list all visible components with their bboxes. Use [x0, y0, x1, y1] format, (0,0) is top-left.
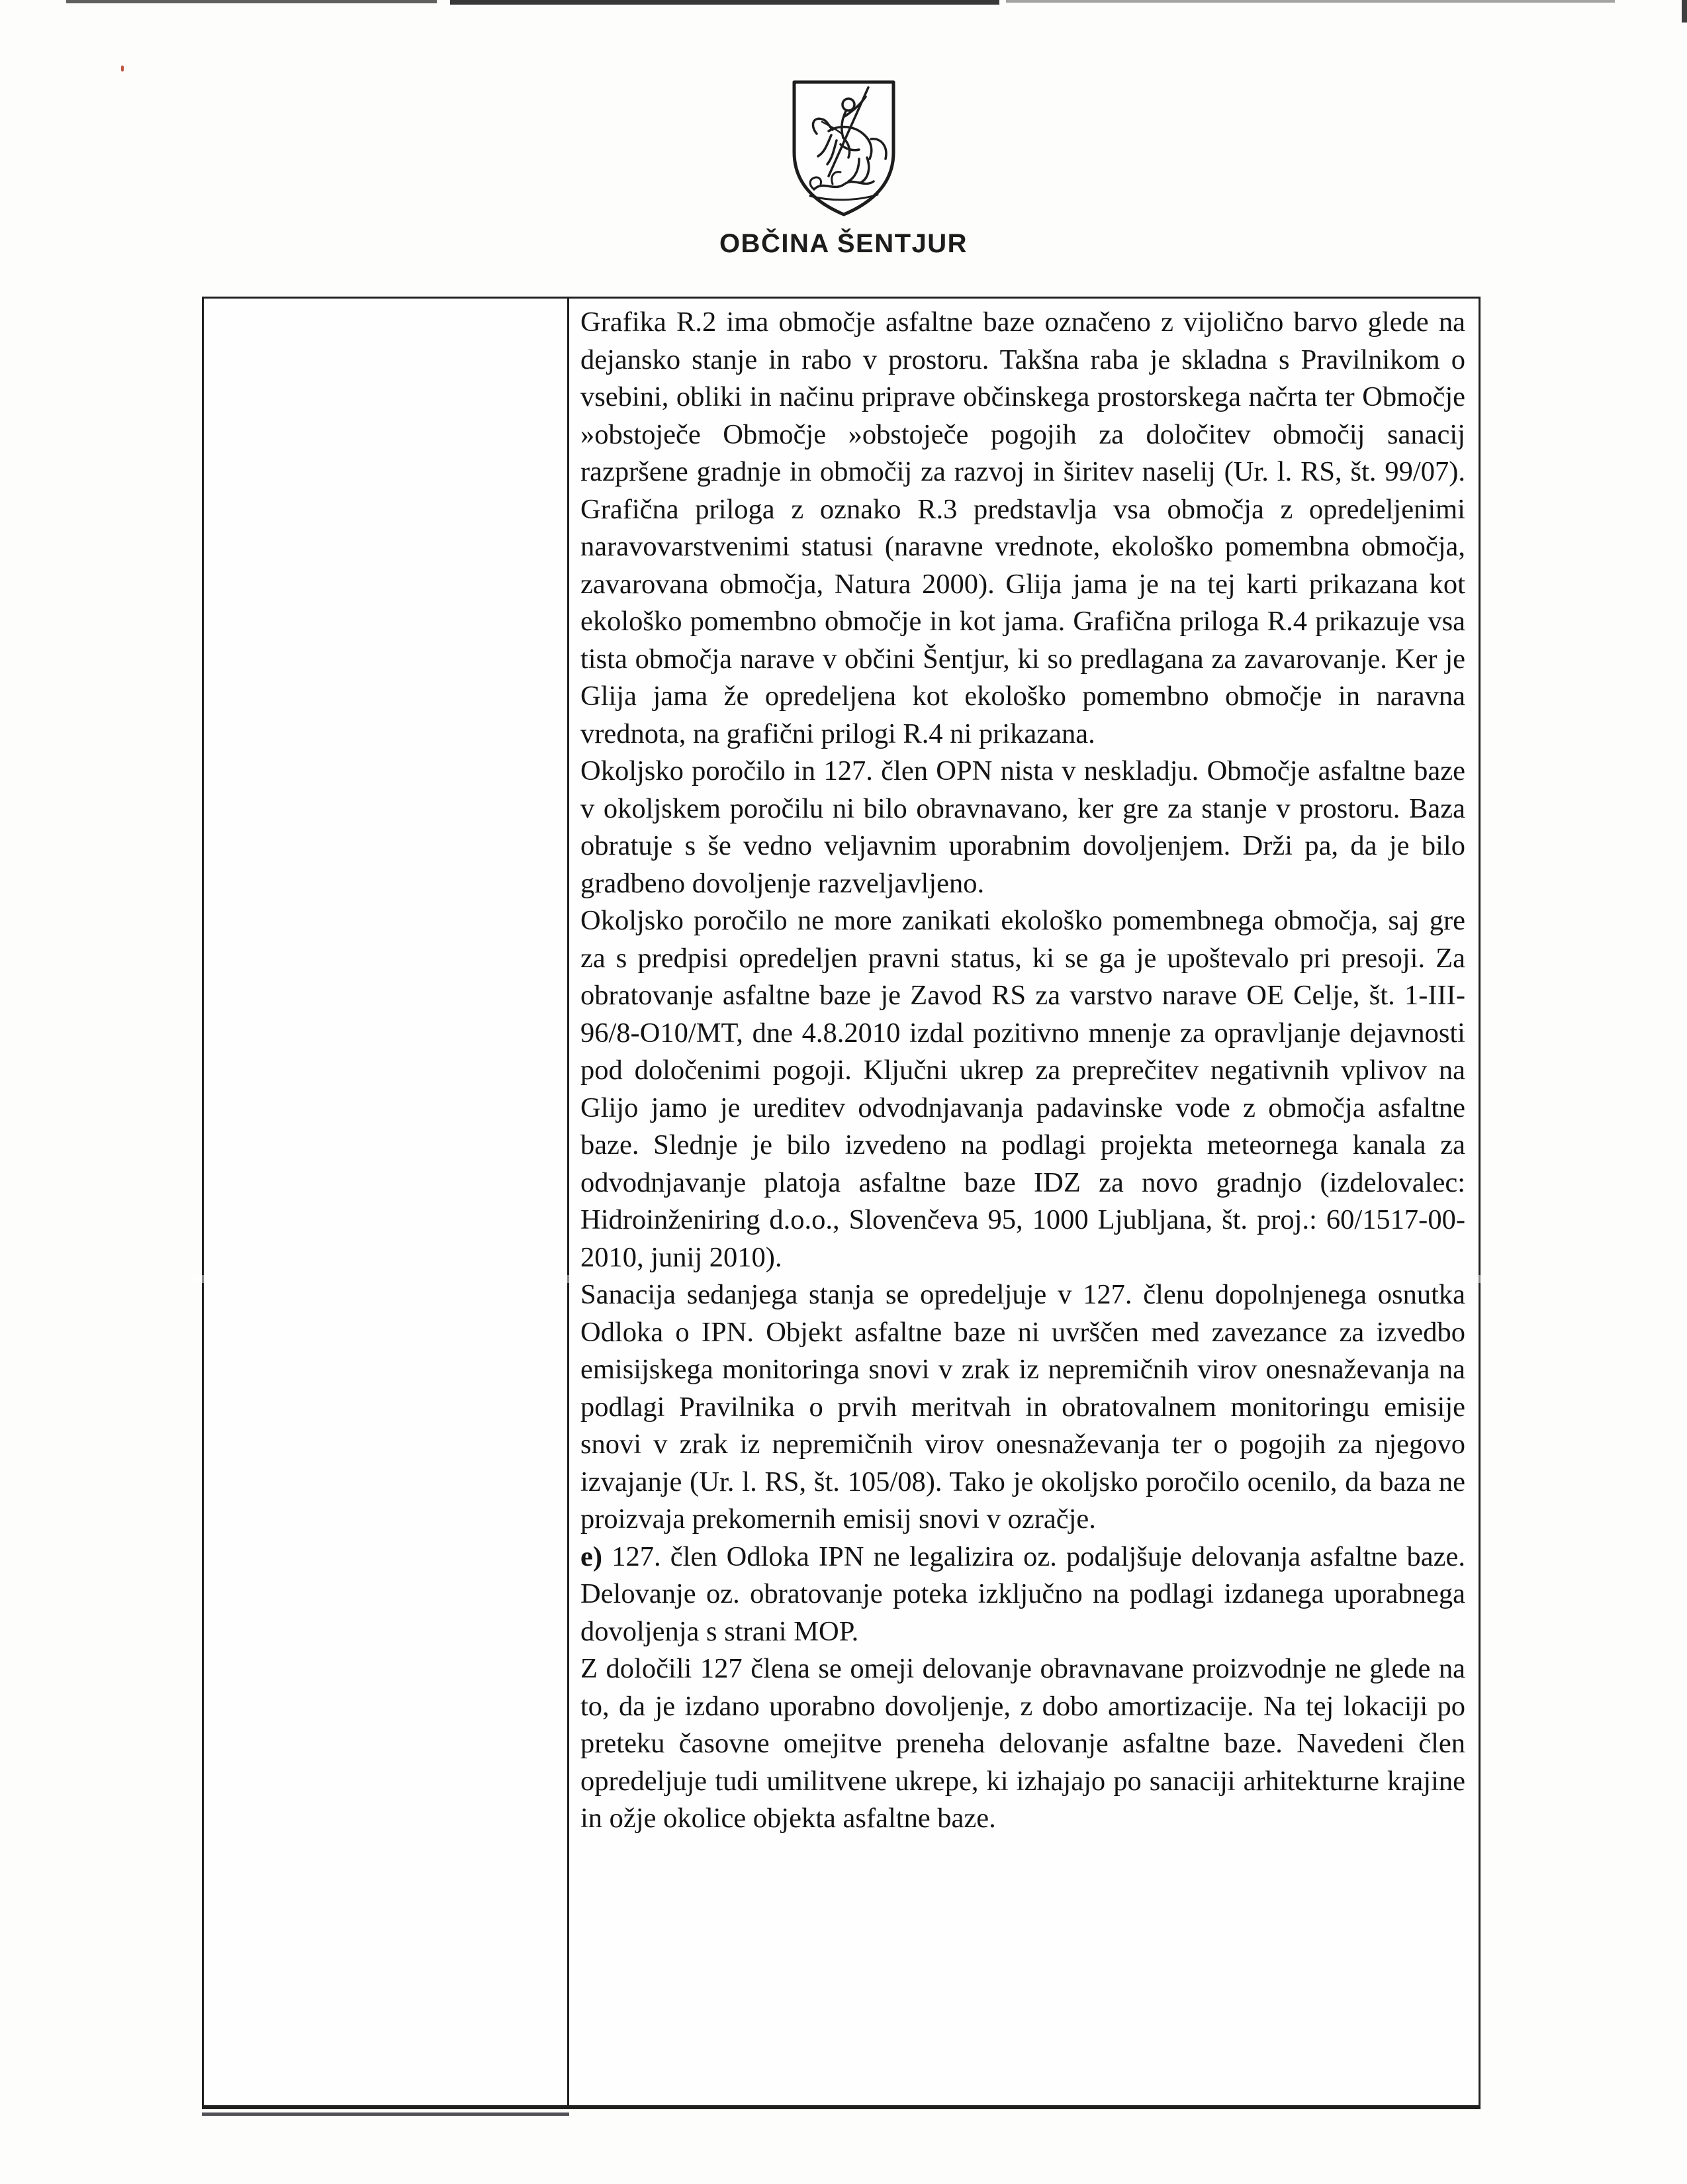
scan-artifact-top-streak	[1006, 0, 1615, 3]
paragraph-okoljsko-porocilo: Okoljsko poročilo in 127. člen OPN nista v neskladju. Območje asfaltne baze v okoljskem poročilu ni bilo obravnavano, ker gre za stanje v prostoru. Baza obratuje s še vedno veljavnim uporabnim dovoljenjem. Drži pa, da je bilo gradbeno dovoljenje razveljavljeno.	[580, 755, 1465, 899]
paragraph-point-e	[580, 1539, 1465, 1651]
table-left-column-empty	[204, 299, 569, 2105]
paragraph-grafika-r2: Grafika R.2 ima območje asfaltne baze označeno z vijolično barvo glede na dejansko stanje in rabo v prostoru. Takšna raba je skladna s Pravilnikom o vsebini, obliki in načinu priprave občinskega prostorskega načrta ter Območje »obstoječe Območje »obstoječe pogojih za določitev območij sanacij razpršene gradnje in območij za razvoj in širitev naselij (Ur. l. RS, št. 99/07). Grafična priloga z oznako R.3 predstavlja vsa območja z opredeljenimi naravovarstvenimi statusi (naravne vrednote, ekološko pomembna območja, zavarovana območja, Natura 2000). Glija jama je na tej karti prikazana kot ekološko pomembno območje in kot jama. Grafična priloga R.4 prikazuje vsa tista območja narave v občini Šentjur, ki so predlagana za zavarovanje. Ker je Glija jama že opredeljena kot ekološko pomembno območje in naravna vrednota, na grafični prilogi R.4 ni prikazana.	[580, 307, 1465, 749]
paragraph-marker-e: e)	[580, 1541, 603, 1572]
scan-artifact-top-streak	[66, 0, 437, 3]
scan-artifact-edge-streak	[1682, 0, 1687, 23]
paragraph-sanacija: Sanacija sedanjega stanja se opredeljuje v 127. členu dopolnjenega osnutka Odloka o IPN. Objekt asfaltne baze ni uvrščen med zavezance za izvedbo emisijskega monitoringa snovi v zrak iz nepremičnih virov onesnaževanja na podlagi Pravilnika o prvih meritvah in obratovalnem monitoringu emisije snovi v zrak iz nepremičnih virov onesnaževanja ter o pogojih za njegovo izvajanje (Ur. l. RS, št. 105/08). Tako je okoljsko poročilo ocenilo, da baza ne proizvaja prekomernih emisij snovi v ozračje.	[580, 1279, 1465, 1535]
paragraph-z-dolocili: Z določili 127 člena se omeji delovanje obravnavane proizvodnje ne glede na to, da je izdano uporabno dovoljenje, z dobo amortizacije. Na tej lokaciji po preteku časovne omejitve preneha delovanje asfaltne baze. Navedeni člen opredeljuje tudi umilitvene ukrepe, ki izhajajo po sanaciji arhitekturne krajine in ožje okolice objekta asfaltne baze.	[580, 1653, 1465, 1834]
scan-artifact-bottom-streak	[202, 2113, 569, 2116]
scan-artifact-top-streak	[450, 0, 999, 5]
table-right-column	[569, 299, 1479, 2105]
municipality-name: OBČINA ŠENTJUR	[719, 229, 968, 258]
scan-artifact-red-speck	[121, 66, 124, 71]
content-table	[202, 297, 1481, 2109]
paragraph-point-e-text: 127. člen Odloka IPN ne legalizira oz. podaljšuje delovanja asfaltne baze. Delovanje oz. obratovanje poteka izključno na podlagi izdanega uporabnega dovoljenja s strani MOP.	[580, 1541, 1465, 1647]
paragraph-zavod-rs: Okoljsko poročilo ne more zanikati ekološko pomembnega območja, saj gre za s predpisi opredeljen pravni status, ki se ga je upoštevalo pri presoji. Za obratovanje asfaltne baze je Zavod RS za varstvo narave OE Celje, št. 1-III-96/8-O10/MT, dne 4.8.2010 izdal pozitivno mnenje za opravljanje dejavnosti pod določenimi pogoji. Ključni ukrep za preprečitev negativnih vplivov na Glijo jamo je ureditev odvodnjavanja padavinske vode z območja asfaltne baze. Slednje je bilo izvedeno na podlagi projekta meteornega kanala za odvodnjavanje platoja asfaltne baze IDZ za novo gradnjo (izdelovalec: Hidroinženiring d.o.o., Slovenčeva 95, 1000 Ljubljana, št. proj.: 60/1517-00-2010, junij 2010).	[580, 905, 1465, 1273]
coat-of-arms-icon	[790, 78, 897, 218]
letterhead	[0, 78, 1687, 259]
